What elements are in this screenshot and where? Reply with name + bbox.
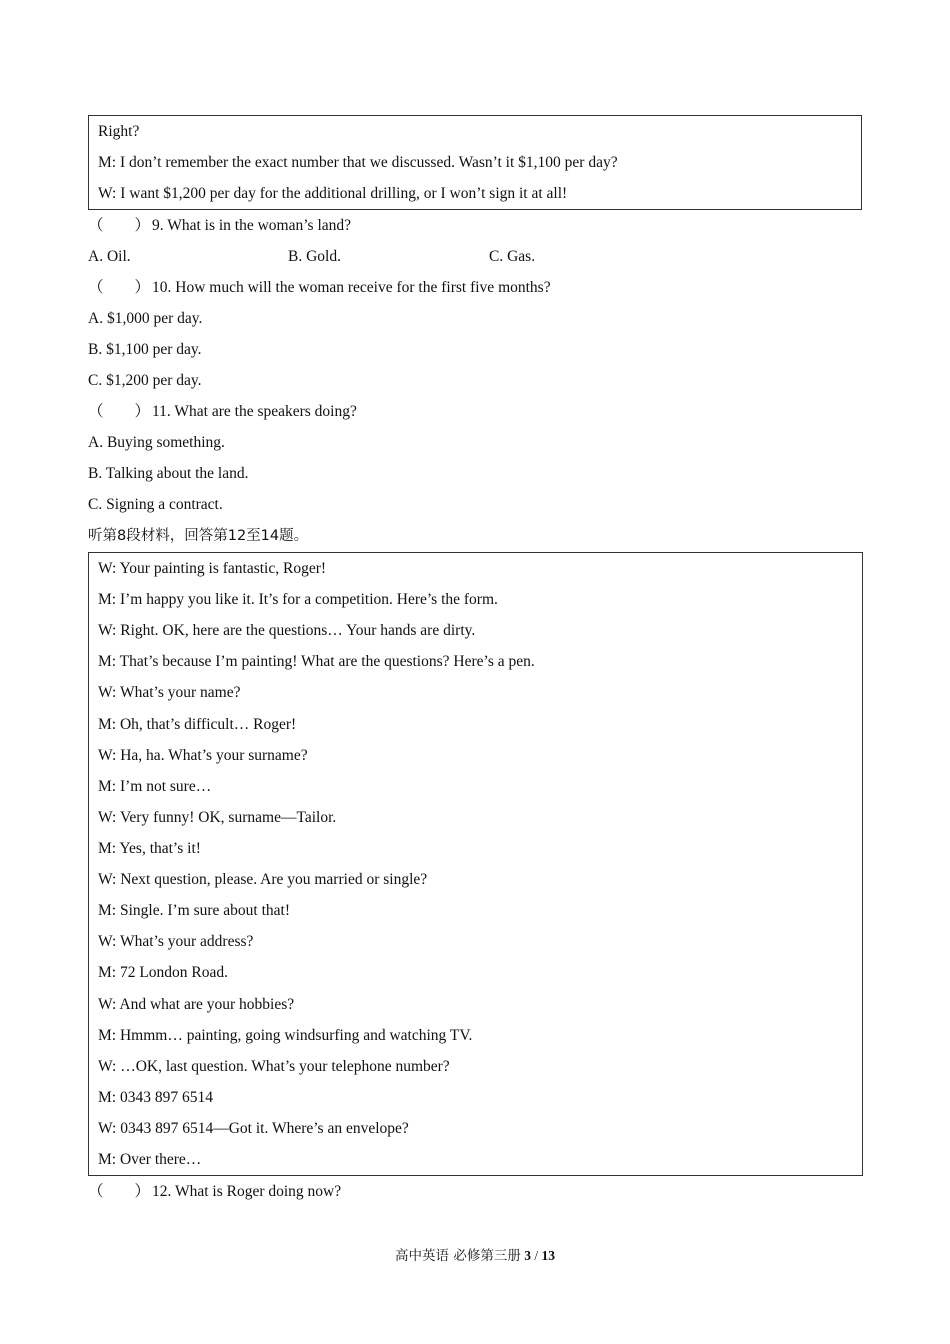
question-text: 10. How much will the woman receive for the first five months? <box>152 279 551 296</box>
option-b: B. $1,100 per day. <box>88 341 202 358</box>
transcript-line: W: I want $1,200 per day for the additional drilling, or I won’t sign it at all! <box>98 185 568 202</box>
question-9 <box>88 216 351 236</box>
question-text: 9. What is in the woman’s land? <box>152 217 352 234</box>
transcript-line: M: Yes, that’s it! <box>98 840 201 857</box>
answer-blank: （ ） <box>88 279 151 296</box>
question-10 <box>88 278 551 298</box>
option-c: C. $1,200 per day. <box>88 372 202 389</box>
page-footer <box>0 1246 950 1266</box>
transcript-line: W: …OK, last question. What’s your telephone number? <box>98 1058 450 1075</box>
transcript-box-8 <box>88 552 863 1176</box>
transcript-line: M: I’m happy you like it. It’s for a competition. Here’s the form. <box>98 591 498 608</box>
transcript-line: M: I don’t remember the exact number that we discussed. Wasn’t it $1,100 per day? <box>98 154 618 171</box>
question-text: 11. What are the speakers doing? <box>152 403 357 420</box>
option-a: A. Oil. <box>88 248 131 265</box>
answer-blank: （ ） <box>88 403 151 420</box>
question-text: 12. What is Roger doing now? <box>152 1183 342 1200</box>
option-b: B. Gold. <box>288 248 341 265</box>
option-c: C. Gas. <box>489 248 536 265</box>
page-number: 3 <box>524 1248 531 1263</box>
option-a: A. $1,000 per day. <box>88 310 203 327</box>
transcript-line: W: And what are your hobbies? <box>98 996 295 1013</box>
transcript-line: W: What’s your address? <box>98 933 254 950</box>
page-separator: / <box>534 1248 539 1263</box>
answer-blank: （ ） <box>88 217 151 234</box>
transcript-line: Right? <box>98 123 140 140</box>
transcript-line: M: 72 London Road. <box>98 964 229 981</box>
transcript-line: M: Over there… <box>98 1151 202 1168</box>
question-11 <box>88 402 357 422</box>
transcript-line: W: Very funny! OK, surname—Tailor. <box>98 809 337 826</box>
transcript-line: M: Single. I’m sure about that! <box>98 902 290 919</box>
transcript-line: M: Oh, that’s difficult… Roger! <box>98 716 297 733</box>
transcript-line: M: Hmmm… painting, going windsurfing and watching TV. <box>98 1027 473 1044</box>
transcript-line: W: What’s your name? <box>98 684 241 701</box>
answer-blank: （ ） <box>88 1183 151 1200</box>
transcript-line: M: 0343 897 6514 <box>98 1089 213 1106</box>
transcript-line: W: Right. OK, here are the questions… Your hands are dirty. <box>98 622 476 639</box>
question-12 <box>88 1182 341 1202</box>
transcript-line: W: Next question, please. Are you married or single? <box>98 871 428 888</box>
section-instruction: 听第8段材料，回答第12至14题。 <box>88 528 309 544</box>
option-a: A. Buying something. <box>88 434 225 451</box>
transcript-line: M: I’m not sure… <box>98 778 212 795</box>
footer-subject: 高中英语 必修第三册 <box>395 1248 521 1264</box>
option-b: B. Talking about the land. <box>88 465 249 482</box>
transcript-line: W: Your painting is fantastic, Roger! <box>98 560 327 577</box>
transcript-line: W: 0343 897 6514—Got it. Where’s an envelope? <box>98 1120 409 1137</box>
transcript-line: M: That’s because I’m painting! What are the questions? Here’s a pen. <box>98 653 535 670</box>
option-c: C. Signing a contract. <box>88 496 223 513</box>
page-total: 13 <box>541 1248 555 1263</box>
transcript-line: W: Ha, ha. What’s your surname? <box>98 747 308 764</box>
